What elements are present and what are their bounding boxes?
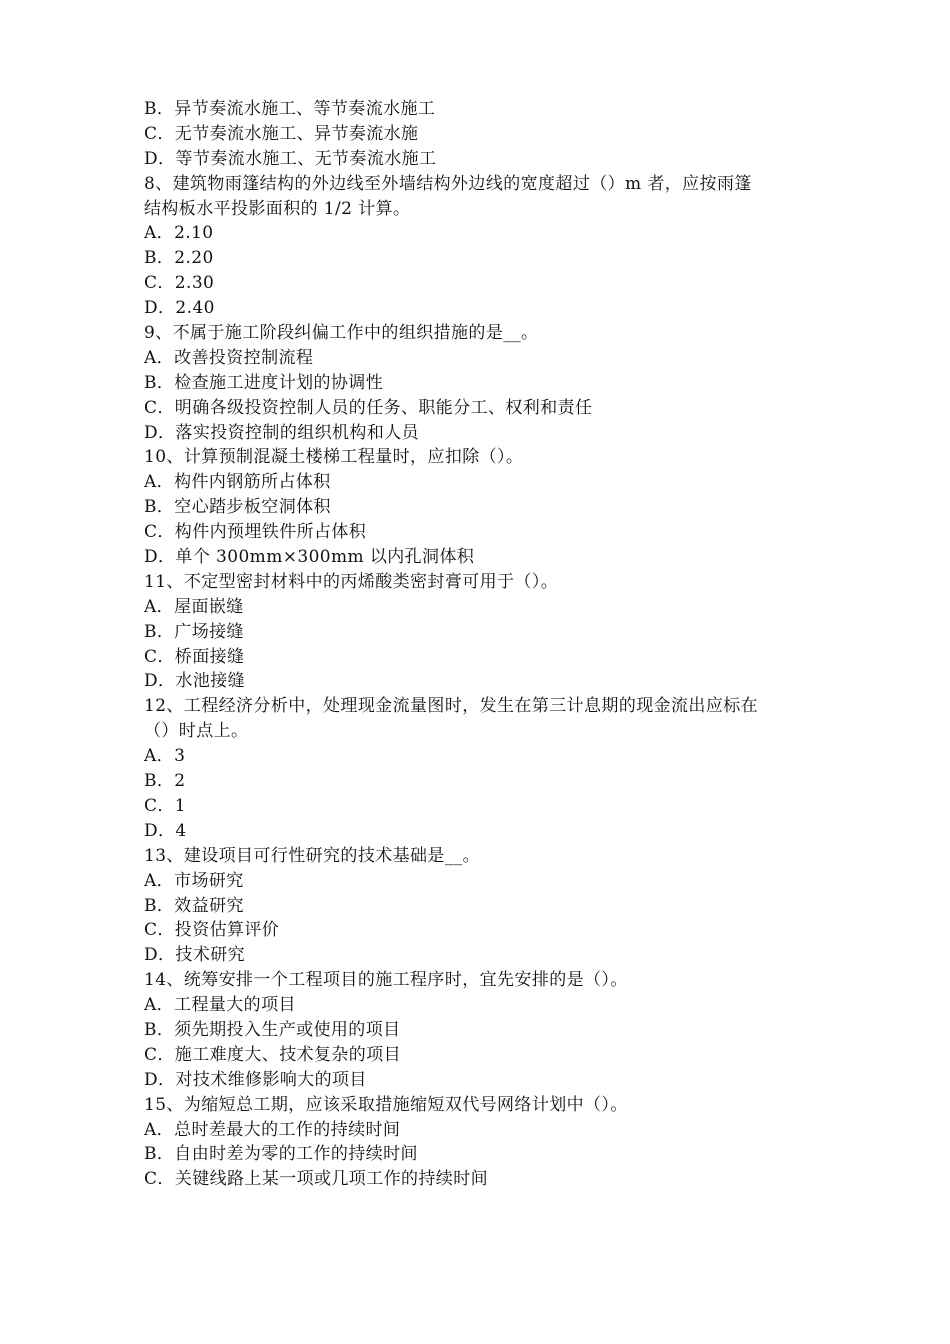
- question-line: 13、建设项目可行性研究的技术基础是__。: [144, 845, 481, 866]
- option-line: D．落实投资控制的组织机构和人员: [144, 422, 420, 443]
- option-line: A．3: [144, 746, 186, 767]
- option-line: B．空心踏步板空洞体积: [144, 497, 331, 518]
- option-line: D．4: [144, 820, 187, 841]
- question-line: 15、为缩短总工期，应该采取措施缩短双代号网络计划中（）。: [144, 1094, 628, 1115]
- option-line: B．检查施工进度计划的协调性: [144, 372, 384, 393]
- option-line: C．构件内预埋铁件所占体积: [144, 522, 367, 543]
- option-line: A．工程量大的项目: [144, 995, 296, 1016]
- option-line: D．单个 300mm×300mm 以内孔洞体积: [144, 547, 475, 568]
- option-line: A．市场研究: [144, 870, 244, 891]
- option-line: C．无节奏流水施工、异节奏流水施: [144, 123, 419, 144]
- option-line: C．2.30: [144, 273, 215, 294]
- option-line: B．须先期投入生产或使用的项目: [144, 1019, 401, 1040]
- option-line: A．2.10: [144, 223, 214, 244]
- option-line: C．投资估算评价: [144, 920, 280, 941]
- question-line: 14、统筹安排一个工程项目的施工程序时，宜先安排的是（）。: [144, 970, 628, 991]
- option-line: B．异节奏流水施工、等节奏流水施工: [144, 99, 436, 119]
- option-line: A．改善投资控制流程: [144, 347, 314, 368]
- option-line: A．总时差最大的工作的持续时间: [144, 1119, 401, 1140]
- option-line: A．构件内钢筋所占体积: [144, 472, 331, 493]
- option-line: D．技术研究: [144, 945, 246, 966]
- option-line: C．桥面接缝: [144, 646, 245, 667]
- option-line: B．效益研究: [144, 895, 244, 916]
- option-line: C．明确各级投资控制人员的任务、职能分工、权利和责任: [144, 397, 593, 418]
- question-line: 12、工程经济分析中，处理现金流量图时，发生在第三计息期的现金流出应标在: [144, 696, 759, 717]
- option-line: A．屋面嵌缝: [144, 596, 244, 617]
- option-line: D．等节奏流水施工、无节奏流水施工: [144, 148, 437, 169]
- option-line: C．关键线路上某一项或几项工作的持续时间: [144, 1169, 489, 1190]
- option-line: B．2: [144, 771, 186, 792]
- question-line: 8、建筑物雨篷结构的外边线至外墙结构外边线的宽度超过（）m 者，应按雨篷: [144, 173, 752, 194]
- question-line: 11、不定型密封材料中的丙烯酸类密封膏可用于（）。: [144, 571, 559, 592]
- option-line: B．广场接缝: [144, 621, 244, 642]
- question-line: 结构板水平投影面积的 1/2 计算。: [144, 198, 411, 219]
- option-line: D．对技术维修影响大的项目: [144, 1069, 367, 1090]
- option-line: B．自由时差为零的工作的持续时间: [144, 1144, 418, 1165]
- option-line: C．施工难度大、技术复杂的项目: [144, 1044, 402, 1065]
- document-page: [144, 97, 814, 1192]
- option-line: D．2.40: [144, 298, 215, 319]
- option-line: B．2.20: [144, 248, 214, 269]
- question-line: （）时点上。: [144, 721, 249, 742]
- option-line: C．1: [144, 795, 187, 816]
- question-line: 9、不属于施工阶段纠偏工作中的组织措施的是__。: [144, 323, 539, 344]
- question-line: 10、计算预制混凝土楼梯工程量时，应扣除（）。: [144, 447, 524, 468]
- option-line: D．水池接缝: [144, 671, 246, 692]
